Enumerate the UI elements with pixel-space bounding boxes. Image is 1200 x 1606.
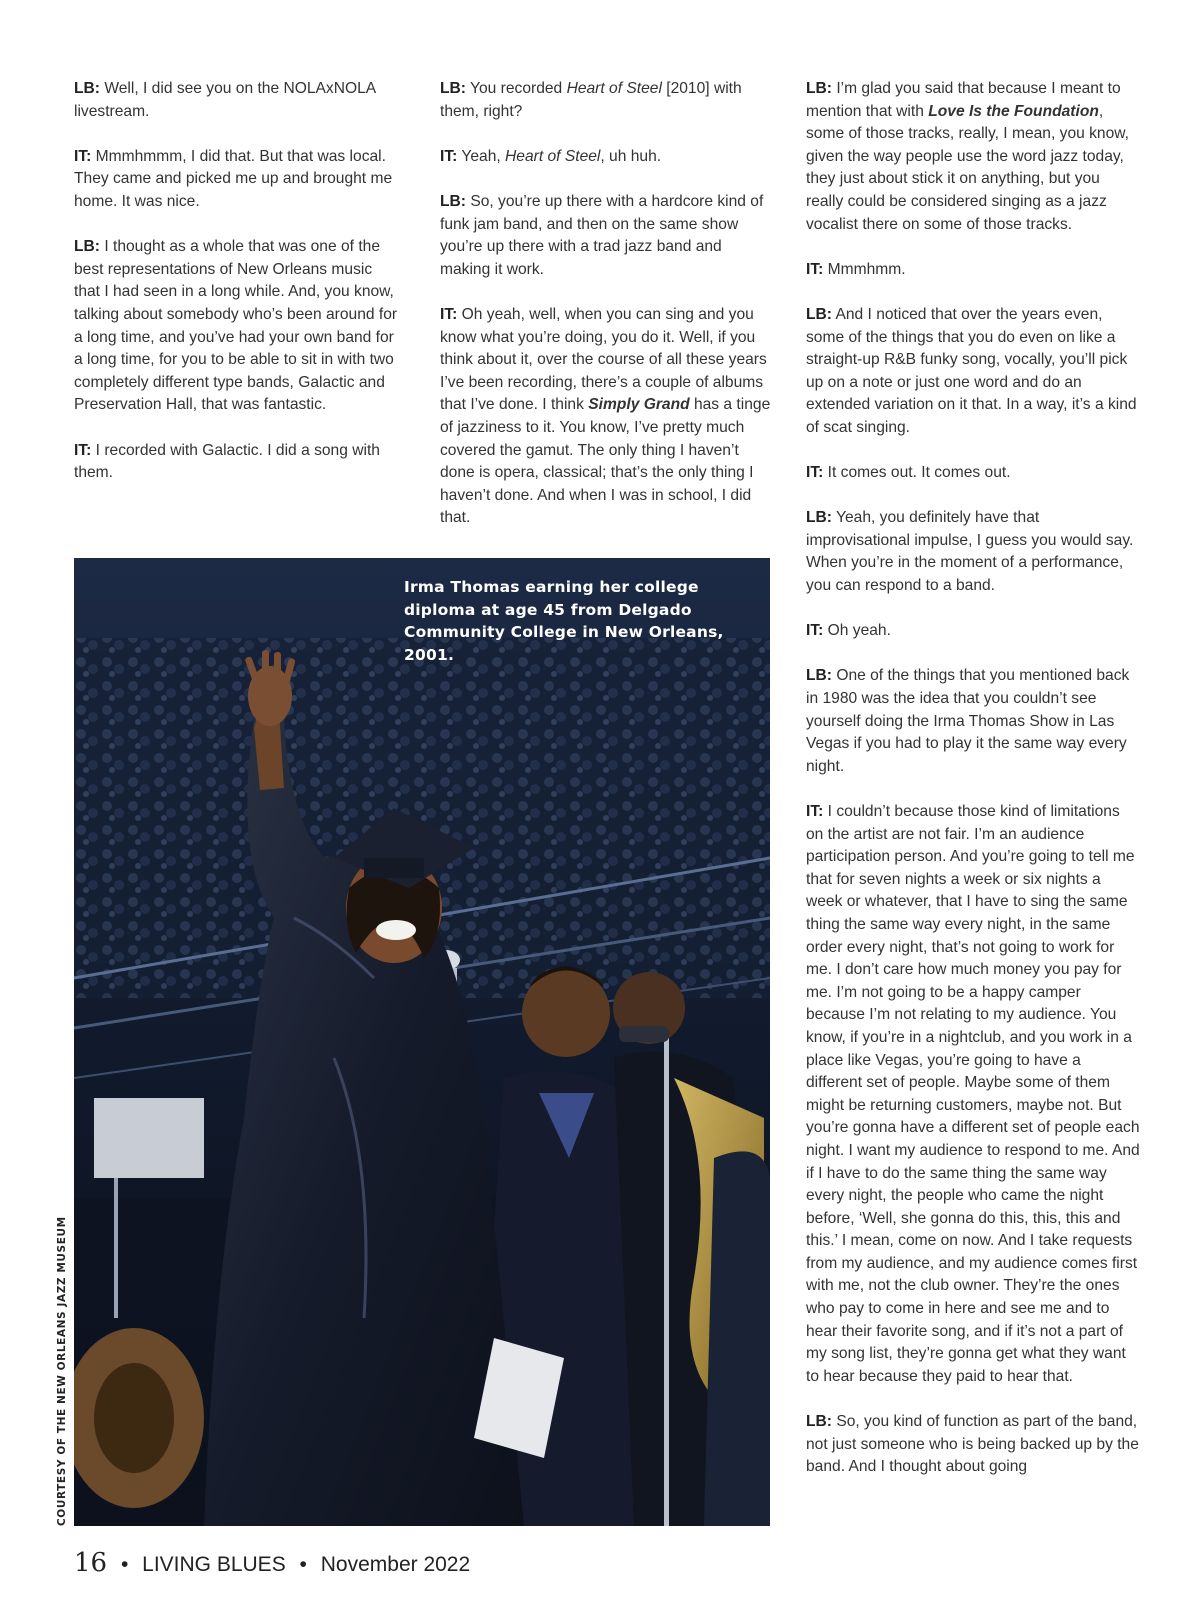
text-column-3 bbox=[806, 78, 1141, 1501]
paragraph-text: It comes out. It comes out. bbox=[823, 464, 1011, 482]
paragraph-text: I thought as a whole that was one of the best representations of New Orleans music that I had seen in a long while. And, you know, talking about somebody who’s been around for a long time, and you’ve had your own band for a long time, for you to be able to sit in with two completely different type bands, Galactic and Preservation Hall, that was fantastic. bbox=[74, 238, 398, 414]
speaker-label: IT: bbox=[440, 305, 458, 323]
paragraph-text: Oh yeah, well, when you can sing and you know what you’re doing, you do it. Well, if you think about it, over the course of all these years I’ve been recording, there’s a couple of albums that I’ve done. I think bbox=[440, 305, 767, 414]
paragraph-text: has a tinge of jazziness to it. You know, I’ve pretty much covered the gamut. The only thing I haven’t done is opera, classical; that’s the only thing I haven’t done. And when I was in school, I did that. bbox=[440, 396, 771, 527]
interview-paragraph bbox=[806, 259, 1141, 282]
paragraph-text: , uh huh. bbox=[600, 147, 662, 165]
album-title: Simply Grand bbox=[588, 396, 690, 414]
speaker-label: LB: bbox=[440, 80, 466, 97]
page-footer bbox=[74, 1548, 470, 1578]
footer-separator: • bbox=[120, 1553, 129, 1576]
paragraph-text: , some of those tracks, really, I mean, you know, given the way people use the word jazz today, they just about stick it on anything, but you really could be considered singing as a jazz vocalist there on some of those tracks. bbox=[806, 102, 1129, 233]
page-number: 16 bbox=[74, 1548, 108, 1578]
paragraph-text: Well, I did see you on the NOLAxNOLA livestream. bbox=[74, 80, 376, 120]
paragraph-text: [2010] with them, right? bbox=[440, 80, 742, 120]
interview-paragraph bbox=[806, 304, 1141, 440]
album-title: Heart of Steel bbox=[566, 80, 662, 97]
interview-paragraph bbox=[806, 665, 1141, 778]
photo-credit: COURTESY OF THE NEW ORLEANS JAZZ MUSEUM bbox=[56, 1216, 68, 1526]
speaker-label: LB: bbox=[74, 80, 100, 97]
interview-paragraph bbox=[74, 440, 399, 485]
interview-paragraph bbox=[74, 236, 399, 417]
speaker-label: IT: bbox=[806, 260, 824, 278]
paragraph-text: One of the things that you mentioned back in 1980 was the idea that you couldn’t see yourself doing the Irma Thomas Show in Las Vegas if you had to play it the same way every night. bbox=[806, 667, 1130, 775]
graduation-photo-illustration bbox=[74, 558, 770, 1526]
interview-paragraph bbox=[806, 507, 1141, 597]
speaker-label: IT: bbox=[440, 147, 458, 165]
interview-paragraph bbox=[806, 620, 1141, 643]
speaker-label: IT: bbox=[806, 464, 824, 482]
album-title: Love Is the Foundation bbox=[928, 102, 1099, 120]
paragraph-text: I couldn’t because those kind of limitations on the artist are not fair. I’m an audience participation person. And you’re going to tell me that for seven nights a week or six nights a week or whatever, that I have to sing the same thing the same way every night, in the same order every night, that’s not going to work for me. I don’t care how much money you pay for me. I’m not going to be a happy camper because I’m not relating to my audience. You know, if you’re in a nightclub, and you work in a place like Vegas, you’re going to have a different set of people. Maybe some of them might be returning customers, maybe not. But you’re gonna have a different set of people each night. I want my audience to respond to me. And if I have to do the same thing the same way every night, the people who came the night before, ‘Well, she gonna do this, this, this and this.’ I mean, come on now. And I take requests from my audience, and my audience comes first with me, not the club owner. They’re the ones who pay to come in here and see me and to hear their favorite song, and if it’s not a part of my song list, they’re gonna get what they want to hear because they paid to hear that. bbox=[806, 803, 1140, 1385]
interview-paragraph bbox=[806, 1411, 1141, 1479]
interview-paragraph bbox=[806, 462, 1141, 485]
interview-paragraph bbox=[74, 146, 399, 214]
interview-paragraph bbox=[440, 304, 775, 530]
speaker-label: IT: bbox=[806, 803, 824, 820]
interview-paragraph bbox=[74, 78, 399, 123]
speaker-label: LB: bbox=[74, 238, 100, 256]
photo-caption: Irma Thomas earning her college diploma at age 45 from Delgado Community College in New Orleans, 2001. bbox=[404, 578, 724, 664]
paragraph-text: So, you’re up there with a hardcore kind of funk jam band, and then on the same show you’re up there with a trad jazz band and making it work. bbox=[440, 192, 764, 278]
album-title: Heart of Steel bbox=[505, 147, 601, 165]
magazine-name: LIVING BLUES bbox=[142, 1553, 286, 1576]
speaker-label: LB: bbox=[806, 80, 832, 97]
paragraph-text: Mmmhmm. bbox=[823, 260, 906, 278]
paragraph-text: So, you kind of function as part of the band, not just someone who is being backed up by the band. And I thought about going bbox=[806, 1413, 1139, 1476]
interview-paragraph bbox=[440, 191, 775, 281]
paragraph-text: You recorded bbox=[465, 80, 567, 97]
interview-paragraph bbox=[806, 78, 1141, 236]
paragraph-text: And I noticed that over the years even, some of the things that you do even on like a straight-up R&B funky song, vocally, you’ll pick up on a note or just one word and do an extended variation on it that. In a way, it’s a kind of scat singing. bbox=[806, 305, 1137, 436]
issue-date: November 2022 bbox=[320, 1553, 471, 1576]
paragraph-text: I recorded with Galactic. I did a song with them. bbox=[74, 441, 380, 482]
speaker-label: LB: bbox=[806, 509, 832, 527]
speaker-label: IT: bbox=[74, 147, 92, 165]
text-column-1 bbox=[74, 78, 399, 507]
speaker-label: IT: bbox=[74, 441, 92, 459]
interview-paragraph bbox=[806, 801, 1141, 1388]
graduation-photo bbox=[74, 558, 770, 1526]
speaker-label: IT: bbox=[806, 622, 824, 640]
speaker-label: LB: bbox=[806, 305, 832, 323]
speaker-label: LB: bbox=[806, 667, 832, 685]
interview-paragraph bbox=[440, 146, 775, 169]
speaker-label: LB: bbox=[440, 192, 466, 210]
text-column-2 bbox=[440, 78, 775, 552]
interview-paragraph bbox=[440, 78, 775, 123]
paragraph-text: Yeah, you definitely have that improvisational impulse, I guess you would say. When you’re in the moment of a performance, you can respond to a band. bbox=[806, 509, 1134, 595]
footer-separator: • bbox=[299, 1553, 307, 1576]
paragraph-text: Yeah, bbox=[457, 147, 506, 165]
speaker-label: LB: bbox=[806, 1413, 832, 1431]
paragraph-text: I’m glad you said that because I meant to mention that with bbox=[806, 80, 1121, 120]
paragraph-text: Oh yeah. bbox=[823, 622, 891, 640]
paragraph-text: Mmmhmmm, I did that. But that was local. They came and picked me up and brought me home. It was nice. bbox=[74, 147, 393, 210]
